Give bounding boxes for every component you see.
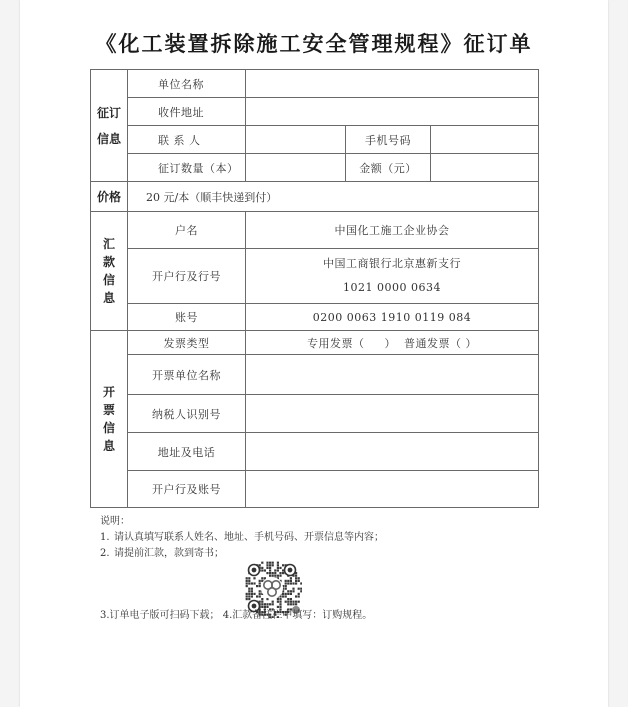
qr-module — [290, 603, 292, 605]
row-invoice-type — [91, 331, 539, 355]
qr-module — [298, 580, 300, 582]
qr-module — [295, 575, 297, 577]
qr-module — [261, 567, 263, 569]
qr-module — [295, 582, 297, 584]
qr-module — [290, 580, 292, 582]
invoice-unit-label: 开票单位名称 — [128, 355, 246, 395]
qr-module — [300, 588, 302, 590]
address-field[interactable] — [246, 98, 539, 126]
qr-module — [259, 564, 261, 566]
qr-module — [282, 595, 284, 597]
bank-code: 1021 0000 0634 — [343, 281, 441, 294]
qr-module — [282, 572, 284, 574]
section-remit-info — [91, 212, 128, 331]
mobile-label: 手机号码 — [346, 126, 431, 154]
qr-module — [259, 585, 261, 587]
qr-module — [269, 562, 271, 564]
qr-module — [285, 588, 287, 590]
row-bank-account — [91, 471, 539, 508]
qr-module — [269, 564, 271, 566]
qr-module — [292, 588, 294, 590]
note-number: 3. — [100, 610, 110, 621]
page-title: 《化工装置拆除施工安全管理规程》征订单 — [95, 31, 533, 56]
qr-module — [290, 593, 292, 595]
qr-module — [246, 582, 248, 584]
qr-module — [285, 585, 287, 587]
qr-module — [253, 577, 255, 579]
qr-module — [285, 595, 287, 597]
invoice-unit-field[interactable] — [246, 355, 539, 395]
qr-module — [295, 603, 297, 605]
account-name-label: 户名 — [128, 212, 246, 249]
qr-module — [277, 601, 279, 603]
bank-account-field[interactable] — [246, 471, 539, 508]
qr-module — [259, 582, 261, 584]
row-address-phone — [91, 433, 539, 471]
row-address — [91, 98, 539, 126]
qr-module — [290, 601, 292, 603]
unit-name-field[interactable] — [246, 70, 539, 98]
section-invoice-char-1: 开 — [102, 385, 115, 399]
qr-module — [264, 569, 266, 571]
qr-module — [287, 580, 289, 582]
qr-module — [287, 598, 289, 600]
notes-heading: 说明： — [100, 516, 130, 527]
qr-module — [269, 575, 271, 577]
qr-module — [261, 601, 263, 603]
qr-module — [251, 582, 253, 584]
note-text: 请认真填写联系人姓名、地址、手机号码、开票信息等内容； — [114, 532, 384, 543]
qr-module — [269, 572, 271, 574]
qr-module — [282, 564, 284, 566]
section-remit-char-1: 汇 — [102, 237, 115, 251]
note-text: 订单电子版可扫码下载； — [109, 610, 220, 621]
account-name-value: 中国化工施工企业协会 — [246, 212, 539, 249]
qr-module — [248, 598, 250, 600]
qr-module — [246, 577, 248, 579]
qr-module — [266, 564, 268, 566]
contact-field[interactable] — [246, 126, 346, 154]
quantity-field[interactable] — [246, 154, 346, 182]
qr-module — [246, 593, 248, 595]
qr-module — [285, 593, 287, 595]
amount-field[interactable] — [431, 154, 539, 182]
account-no-label: 账号 — [128, 304, 246, 331]
qr-module — [277, 569, 279, 571]
qr-module — [272, 601, 274, 603]
quantity-label: 征订数量（本） — [128, 154, 246, 182]
qr-module — [295, 595, 297, 597]
section-price: 价格 — [91, 182, 128, 212]
qr-module — [264, 603, 266, 605]
row-invoice-unit — [91, 355, 539, 395]
qr-module — [274, 572, 276, 574]
qr-module — [248, 577, 250, 579]
qr-module — [259, 590, 261, 592]
notes-block — [100, 514, 384, 562]
qr-module — [248, 593, 250, 595]
bank-name: 中国工商银行北京惠新支行 — [323, 257, 461, 270]
row-quantity — [91, 154, 539, 182]
bank-account-label: 开户行及账号 — [128, 471, 246, 508]
qr-module — [246, 580, 248, 582]
qr-module — [277, 564, 279, 566]
invoice-type-label: 发票类型 — [128, 331, 246, 355]
row-account-no — [91, 304, 539, 331]
order-form-sheet — [20, 0, 608, 707]
qr-module — [287, 593, 289, 595]
qr-module — [277, 598, 279, 600]
price-value: 20 元/本（顺丰快递到付） — [128, 182, 539, 212]
qr-module — [287, 590, 289, 592]
qr-module — [287, 582, 289, 584]
section-invoice-char-4: 息 — [102, 439, 115, 453]
row-bank — [91, 249, 539, 304]
note-item-3 — [100, 610, 220, 621]
qr-module — [279, 598, 281, 600]
qr-module — [292, 590, 294, 592]
note-item-1 — [100, 530, 384, 546]
qr-module — [248, 595, 250, 597]
qr-module — [248, 588, 250, 590]
note-number: 2. — [100, 548, 110, 559]
qr-module — [279, 572, 281, 574]
qr-module — [290, 582, 292, 584]
section-remit-char-2: 款 — [102, 255, 115, 269]
qr-module — [277, 575, 279, 577]
qr-module — [261, 577, 263, 579]
qr-module — [261, 569, 263, 571]
qr-module — [259, 580, 261, 582]
qr-module — [279, 603, 281, 605]
contact-label: 联 系 人 — [128, 126, 246, 154]
qr-module — [253, 582, 255, 584]
qr-module — [253, 593, 255, 595]
qr-module — [256, 585, 258, 587]
qr-module — [259, 595, 261, 597]
qr-module — [279, 575, 281, 577]
row-contact — [91, 126, 539, 154]
qr-module — [285, 601, 287, 603]
qr-module — [272, 562, 274, 564]
qr-module — [259, 593, 261, 595]
qr-module — [256, 595, 258, 597]
qr-finder-dot — [252, 568, 257, 573]
qr-module — [261, 598, 263, 600]
address-label: 收件地址 — [128, 98, 246, 126]
qr-module — [277, 562, 279, 564]
section-remit-char-4: 息 — [102, 291, 115, 305]
section-invoice-info — [91, 331, 128, 508]
qr-module — [274, 569, 276, 571]
section-order-line-2: 信息 — [96, 131, 121, 146]
qr-module — [298, 577, 300, 579]
section-order-line-1: 征订 — [96, 105, 121, 120]
bank-label: 开户行及行号 — [128, 249, 246, 304]
qr-module — [295, 580, 297, 582]
qr-module — [272, 572, 274, 574]
qr-module — [248, 590, 250, 592]
qr-module — [292, 582, 294, 584]
qr-module — [298, 588, 300, 590]
qr-module — [295, 601, 297, 603]
qr-module — [269, 567, 271, 569]
qr-module — [287, 601, 289, 603]
qr-module — [272, 575, 274, 577]
qr-module — [274, 575, 276, 577]
section-order-info — [91, 70, 128, 182]
qr-module — [272, 564, 274, 566]
amount-label: 金额（元） — [346, 154, 431, 182]
qr-module — [298, 601, 300, 603]
bank-value — [246, 249, 539, 304]
row-taxpayer-id — [91, 395, 539, 433]
taxpayer-id-field[interactable] — [246, 395, 539, 433]
qr-finder-dot — [288, 568, 293, 573]
qr-module — [246, 598, 248, 600]
note-number: 4. — [222, 610, 233, 621]
qr-module — [266, 567, 268, 569]
qr-module — [298, 595, 300, 597]
row-unit-name — [91, 70, 539, 98]
row-price — [91, 182, 539, 212]
qr-module — [290, 598, 292, 600]
qr-module — [290, 577, 292, 579]
qr-module — [300, 582, 302, 584]
qr-module — [248, 580, 250, 582]
note-number: 1. — [100, 532, 110, 543]
address-phone-field[interactable] — [246, 433, 539, 471]
qr-module — [269, 569, 271, 571]
qr-module — [266, 603, 268, 605]
qr-module — [248, 582, 250, 584]
qr-module — [251, 595, 253, 597]
account-no-value: 0200 0063 1910 0119 084 — [246, 304, 539, 331]
qr-module — [246, 585, 248, 587]
qr-module — [251, 590, 253, 592]
qr-module — [290, 590, 292, 592]
qr-module — [266, 562, 268, 564]
note-text: 汇款备注栏中填写：订购规程。 — [232, 610, 373, 621]
qr-module — [298, 593, 300, 595]
mobile-field[interactable] — [431, 126, 539, 154]
qr-module — [261, 562, 263, 564]
note-text: 请提前汇款，款到寄书； — [114, 548, 224, 559]
qr-module — [285, 582, 287, 584]
qr-module — [282, 593, 284, 595]
notes-block-continued — [100, 608, 372, 624]
qr-module — [251, 593, 253, 595]
qr-module — [246, 595, 248, 597]
qr-module — [285, 580, 287, 582]
qr-module — [272, 603, 274, 605]
order-form-table — [90, 69, 539, 508]
section-invoice-char-2: 票 — [102, 403, 115, 417]
qr-module — [279, 601, 281, 603]
invoice-type-value[interactable]: 专用发票（ ） 普通发票（ ） — [246, 331, 539, 355]
qr-module — [279, 567, 281, 569]
qr-module — [300, 590, 302, 592]
address-phone-label: 地址及电话 — [128, 433, 246, 471]
taxpayer-id-label: 纳税人识别号 — [128, 395, 246, 433]
qr-module — [287, 603, 289, 605]
qr-module — [295, 577, 297, 579]
qr-module — [277, 567, 279, 569]
qr-module — [269, 603, 271, 605]
unit-name-label: 单位名称 — [128, 70, 246, 98]
qr-module — [266, 572, 268, 574]
note-item-4 — [223, 610, 373, 621]
qr-module — [251, 588, 253, 590]
qr-module — [292, 603, 294, 605]
qr-module — [261, 603, 263, 605]
row-account-name — [91, 212, 539, 249]
qr-module — [292, 601, 294, 603]
section-invoice-char-3: 信 — [102, 421, 115, 435]
section-remit-char-3: 信 — [102, 273, 115, 287]
